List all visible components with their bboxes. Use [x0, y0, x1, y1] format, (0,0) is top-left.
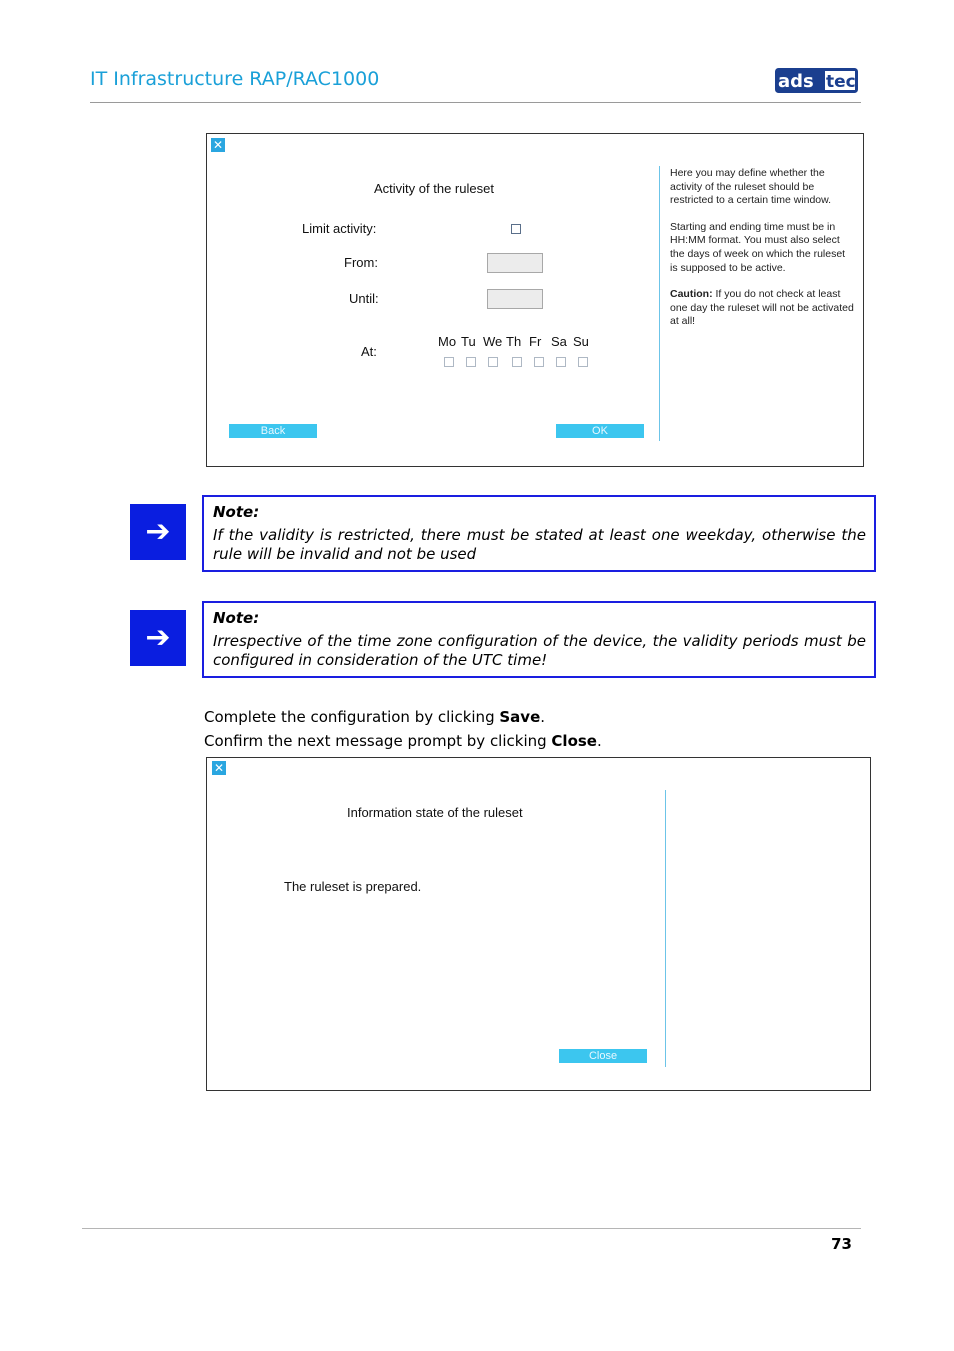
ruleset-status-message: The ruleset is prepared.	[284, 879, 422, 894]
help-paragraph-1: Here you may define whether the activity of the ruleset should be restricted to a certain time window.	[670, 167, 832, 207]
from-time-input[interactable]	[487, 253, 543, 273]
day-checkbox-fr[interactable]	[534, 357, 544, 367]
day-checkbox-we[interactable]	[488, 357, 498, 367]
caution-label: Caution:	[670, 288, 713, 301]
arrow-right-icon: ➔	[145, 620, 171, 655]
note-heading: Note:	[213, 503, 260, 521]
note-arrow-box	[130, 504, 186, 560]
information-dialog-screenshot	[206, 757, 871, 1091]
caution-text: If you do not check at least one day the ruleset will not be activated at all!	[670, 288, 854, 328]
note-box-weekday	[202, 495, 876, 572]
instruction-period: .	[540, 708, 546, 726]
instruction-close	[204, 732, 602, 750]
day-label-fr: Fr	[529, 334, 542, 349]
note-text: Irrespective of the time zone configuration of the device, the validity periods must be configured in consideration of the UTC time!	[213, 632, 866, 669]
day-checkbox-mo[interactable]	[444, 357, 454, 367]
day-label-sa: Sa	[551, 334, 567, 349]
footer-divider	[82, 1228, 861, 1229]
day-checkbox-th[interactable]	[512, 357, 522, 367]
document-title: IT Infrastructure RAP/RAC1000	[90, 68, 380, 90]
day-label-tu: Tu	[461, 334, 476, 349]
activity-dialog-screenshot	[206, 133, 864, 467]
limit-activity-checkbox[interactable]	[511, 224, 521, 234]
day-checkbox-sa[interactable]	[556, 357, 566, 367]
adstec-logo	[775, 68, 858, 93]
help-divider	[659, 166, 660, 441]
note-text: If the validity is restricted, there must be stated at least one weekday, otherwise the rule will be invalid and not be used	[213, 526, 866, 563]
instruction-save	[204, 708, 545, 726]
note-heading: Note:	[213, 609, 260, 627]
panel-divider	[665, 790, 666, 1067]
day-label-th: Th	[506, 334, 522, 349]
dialog-title: Activity of the ruleset	[374, 181, 494, 196]
instruction-period: .	[596, 732, 602, 750]
day-label-we: We	[483, 334, 503, 349]
limit-activity-label: Limit activity:	[302, 221, 377, 236]
from-label: From:	[344, 255, 378, 270]
close-icon[interactable]: ✕	[212, 138, 224, 152]
header-divider	[90, 102, 861, 103]
svg-text:ads: ads	[778, 71, 814, 92]
at-label: At:	[361, 344, 377, 359]
day-label-su: Su	[573, 334, 589, 349]
ok-button[interactable]: OK	[556, 424, 644, 438]
close-icon[interactable]: ✕	[213, 761, 225, 775]
day-checkbox-su[interactable]	[578, 357, 588, 367]
svg-text:tec: tec	[826, 72, 856, 92]
help-paragraph-2: Starting and ending time must be in HH:MM format. You must also select the days of week on which the ruleset is supposed to be active.	[670, 220, 846, 274]
until-time-input[interactable]	[487, 289, 543, 309]
help-panel	[670, 167, 855, 329]
back-button[interactable]: Back	[229, 424, 317, 438]
instruction-text: Confirm the next message prompt by clicking	[204, 732, 552, 750]
arrow-right-icon: ➔	[145, 514, 171, 549]
help-caution	[670, 288, 855, 329]
save-keyword: Save	[499, 708, 541, 726]
day-checkbox-tu[interactable]	[466, 357, 476, 367]
close-keyword: Close	[551, 732, 597, 750]
day-label-mo: Mo	[438, 334, 457, 349]
close-button[interactable]: Close	[559, 1049, 647, 1063]
instruction-text: Complete the configuration by clicking	[204, 708, 500, 726]
until-label: Until:	[349, 291, 379, 306]
dialog-title: Information state of the ruleset	[347, 805, 523, 820]
page-number: 73	[831, 1235, 852, 1253]
note-box-utc	[202, 601, 876, 678]
note-arrow-box	[130, 610, 186, 666]
